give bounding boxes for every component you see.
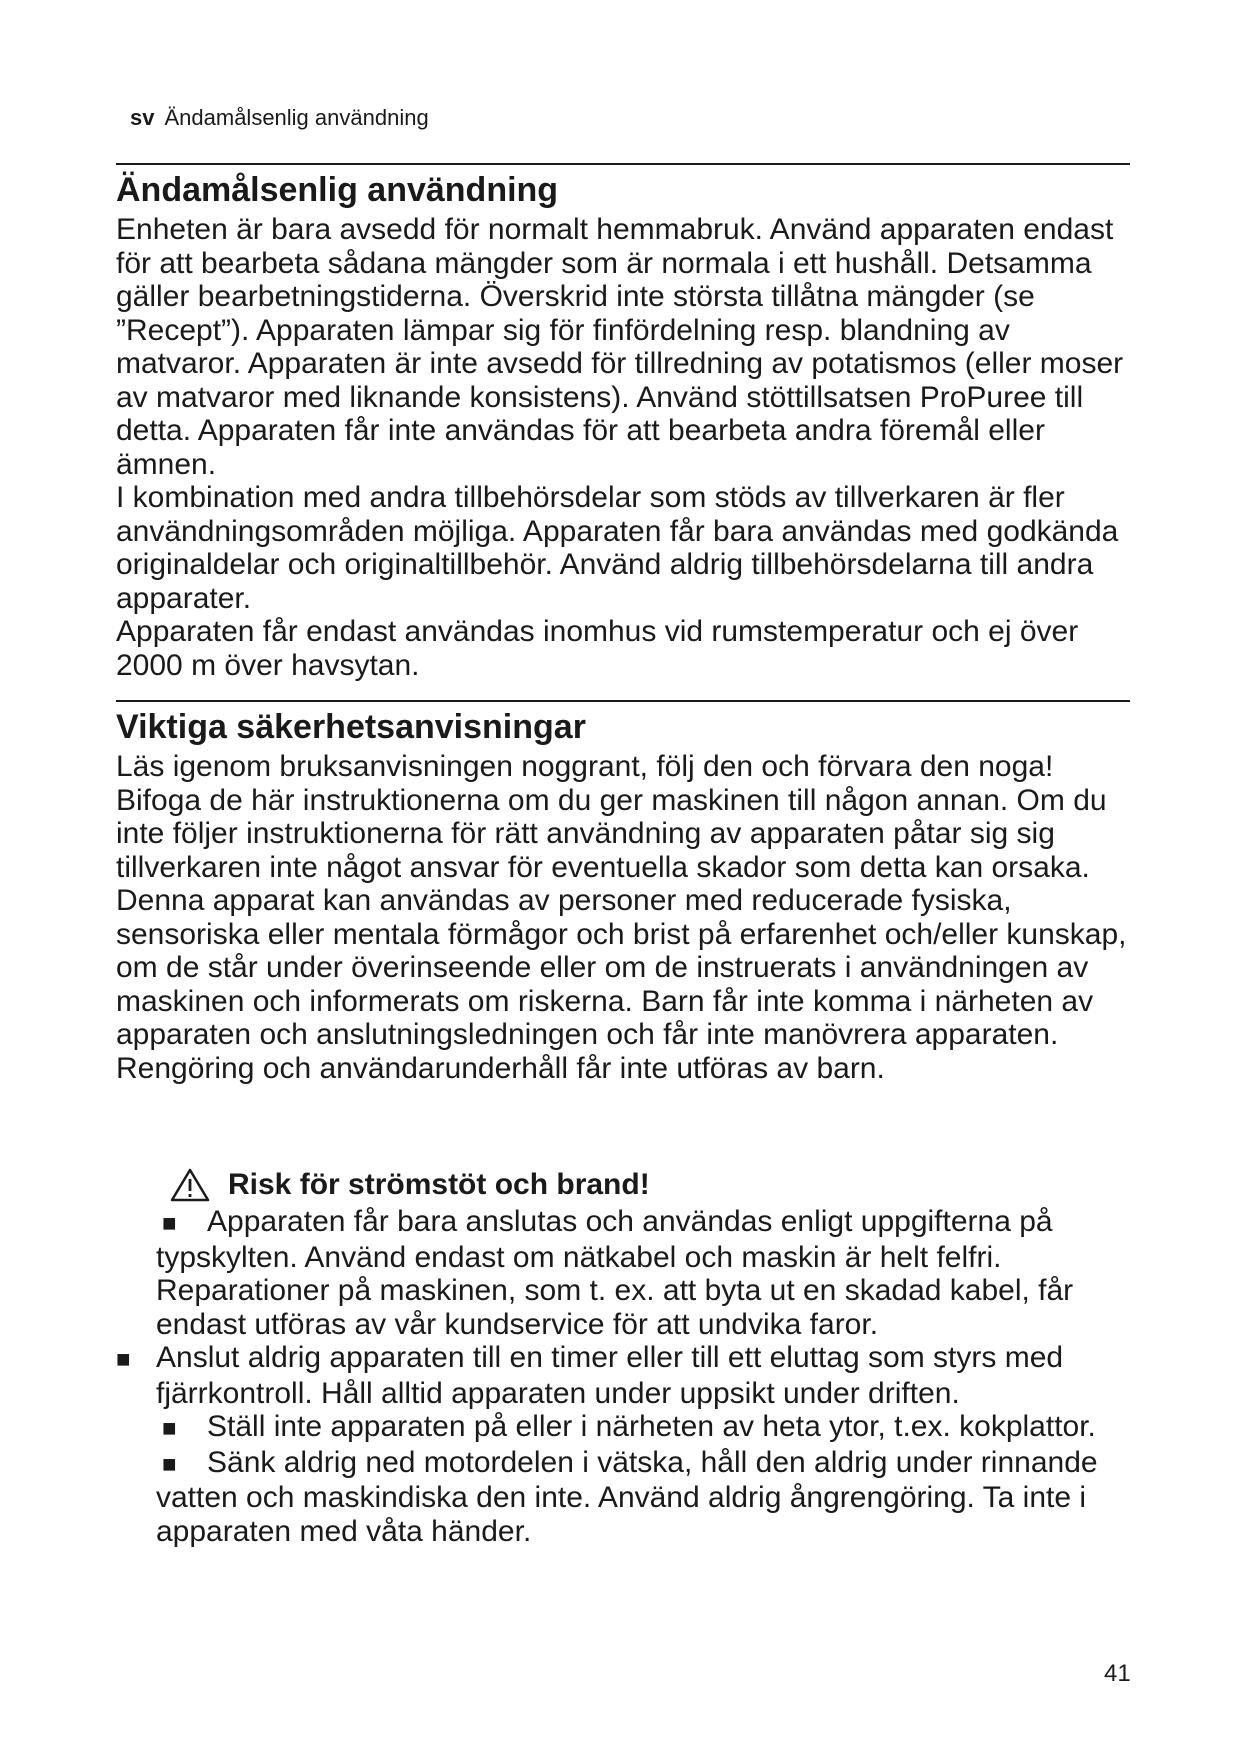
list-item-text: Ställ inte apparaten på eller i närheten av heta ytor, t.ex. kokplattor. (207, 1410, 1096, 1443)
list-item (116, 1341, 1136, 1410)
bullet-mark: ■ (116, 1346, 131, 1373)
section-body-intended-use (116, 213, 1136, 682)
paragraph: Apparaten får endast användas inomhus vid rumstemperatur och ej över 2000 m över havsytan. (116, 615, 1079, 682)
list-item-text: Anslut aldrig apparaten till en timer eller till ett eluttag som styrs med fjärrkontroll. Håll alltid apparaten under uppsikt under driften. (156, 1341, 1064, 1410)
bullet-mark: ■ (162, 1210, 177, 1237)
warning-title: Risk för strömstöt och brand! (228, 1168, 650, 1201)
list-item-text: Apparaten får bara anslutas och användas enligt uppgifterna på typskylten. Använd endast om nätkabel och maskin är helt felfri. Reparationer på maskinen, som t. ex. att byta ut en skadad kabel, får endast utföras av vår kundservice för att undvika faror. (156, 1205, 1074, 1341)
section-title-safety: Viktiga säkerhetsanvisningar (116, 708, 586, 746)
list-item-text: Sänk aldrig ned motordelen i vätska, håll den aldrig under rinnande vatten och maskindiska den inte. Använd aldrig ångrengöring. Ta inte i apparaten med våta händer. (156, 1445, 1098, 1548)
warning-heading (170, 1167, 650, 1203)
language-code: sv (130, 105, 155, 130)
paragraph: Enheten är bara avsedd för normalt hemmabruk. Använd apparaten endast för att bearbeta sådana mängder som är normala i ett hushåll. Detsamma gäller bearbetningstiderna. Överskrid inte största tillåtna mängder (se ”Recept”). Apparaten lämpar sig för finfördelning resp. blandning av matvaror. Apparaten är inte avsedd för tillredning av potatismos (eller moser av matvaror med liknande konsistens). Använd stöttillsatsen ProPuree till detta. Apparaten får inte användas för att bearbeta andra föremål eller ämnen. (116, 213, 1124, 481)
running-header-title: Ändamålsenlig användning (164, 105, 429, 130)
paragraph: Denna apparat kan användas av personer med reducerade fysiska, sensoriska eller mentala förmågor och brist på erfarenhet och/eller kunskap, om de står under överinseende eller om de instruerats i användningen av maskinen och informerats om riskerna. Barn får inte komma i närheten av apparaten och anslutningsledningen och får inte manövrera apparaten. Rengöring och användarunderhåll får inte utföras av barn. (116, 884, 1127, 1085)
list-item (116, 1446, 1136, 1549)
section-title-intended-use: Ändamålsenlig användning (116, 171, 559, 209)
bullet-mark: ■ (162, 1450, 177, 1478)
list-item (116, 1410, 1136, 1446)
warning-triangle-icon (170, 1168, 210, 1202)
section-divider (116, 163, 1130, 165)
section-divider (116, 700, 1130, 702)
paragraph: I kombination med andra tillbehörsdelar som stöds av tillverkaren är fler användningsområden möjliga. Apparaten får bara användas med godkända originaldelar och originaltillbehör. Använd aldrig tillbehörsdelarna till andra apparater. (116, 481, 1119, 615)
section-body-safety (116, 750, 1136, 1085)
warning-list (116, 1205, 1136, 1548)
running-header (130, 104, 429, 132)
bullet-mark: ■ (162, 1415, 177, 1442)
list-item (116, 1205, 1136, 1341)
page-number: 41 (1104, 1660, 1131, 1687)
paragraph: Läs igenom bruksanvisningen noggrant, följ den och förvara den noga! Bifoga de här instruktionerna om du ger maskinen till någon annan. Om du inte följer instruktionerna för rätt användning av apparaten påtar sig sig tillverkaren inte något ansvar för eventuella skador som detta kan orsaka. (116, 750, 1107, 884)
